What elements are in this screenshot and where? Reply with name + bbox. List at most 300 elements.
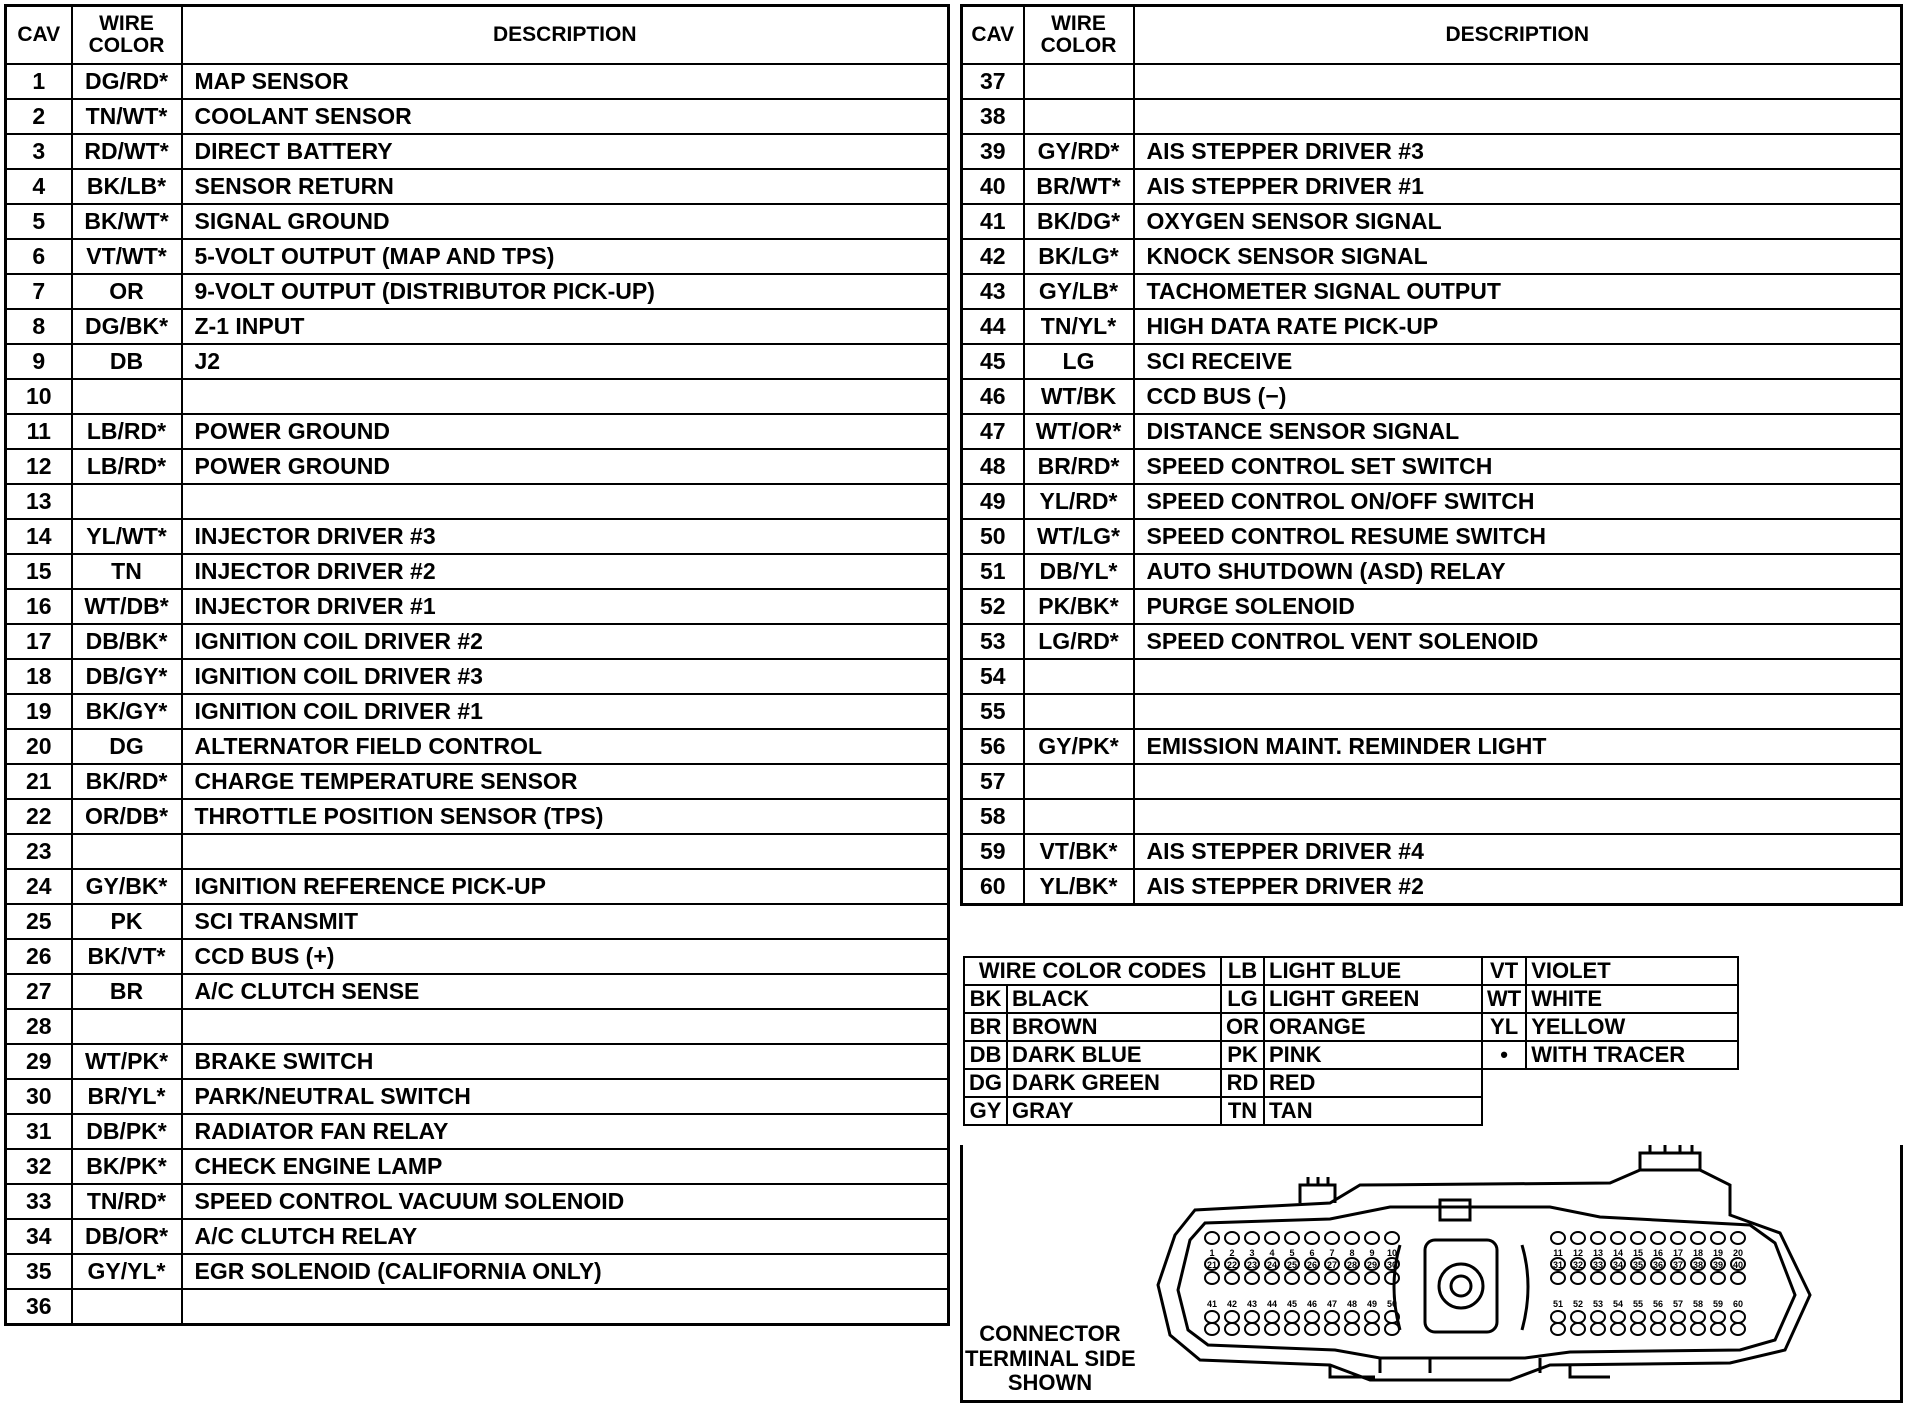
table-row [6,1289,949,1325]
description-cell: SPEED CONTROL VACUUM SOLENOID [182,1184,949,1219]
legend-code: DB [964,1041,1007,1069]
cav-cell: 8 [6,309,72,344]
wire-color-cell: DB/YL* [1024,554,1134,589]
pin-number-label: 16 [1652,1248,1664,1258]
cav-cell: 43 [962,274,1024,309]
description-cell: AUTO SHUTDOWN (ASD) RELAY [1134,554,1902,589]
wire-color-cell: VT/BK* [1024,834,1134,869]
wire-color-cell: DB/OR* [72,1219,182,1254]
connector-pin-shadow [1285,1323,1299,1335]
table-row [962,624,1902,659]
description-cell: SCI TRANSMIT [182,904,949,939]
connector-pin [1305,1232,1319,1244]
description-cell: POWER GROUND [182,414,949,449]
pin-number-label: 58 [1692,1299,1704,1309]
connector-pin-shadow [1691,1323,1705,1335]
pin-number-label: 53 [1592,1299,1604,1309]
description-cell [182,484,949,519]
cav-cell: 6 [6,239,72,274]
connector-pin-shadow [1265,1323,1279,1335]
cav-cell: 52 [962,589,1024,624]
table-row [6,134,949,169]
connector-pin-shadow [1591,1323,1605,1335]
pin-number-label: 10 [1386,1248,1398,1258]
wire-color-cell: DG/BK* [72,309,182,344]
description-cell: CCD BUS (+) [182,939,949,974]
legend-code: OR [1221,1013,1264,1041]
connector-pin [1245,1272,1259,1284]
connector-pin [1325,1272,1339,1284]
connector-pin-shadow [1365,1323,1379,1335]
pin-number-label: 22 [1226,1260,1238,1270]
pin-number-label: 42 [1226,1299,1238,1309]
connector-pin [1711,1272,1725,1284]
connector-pin [1205,1311,1219,1323]
table-row [962,239,1902,274]
connector-pin [1385,1272,1399,1284]
wire-color-cell: LG [1024,344,1134,379]
connector-pin [1671,1311,1685,1323]
wire-color-cell: DG/RD* [72,64,182,99]
table-row [962,799,1902,834]
connector-pin [1205,1272,1219,1284]
table-row [962,589,1902,624]
description-cell: SPEED CONTROL SET SWITCH [1134,449,1902,484]
connector-pin [1711,1232,1725,1244]
legend-row [964,985,1738,1013]
description-cell: SPEED CONTROL RESUME SWITCH [1134,519,1902,554]
pin-number-label: 47 [1326,1299,1338,1309]
description-cell: THROTTLE POSITION SENSOR (TPS) [182,799,949,834]
description-cell: DISTANCE SENSOR SIGNAL [1134,414,1902,449]
pin-number-label: 33 [1592,1260,1604,1270]
wire-color-cell [1024,659,1134,694]
cav-cell: 16 [6,589,72,624]
cav-cell: 44 [962,309,1024,344]
wire-color-cell [72,379,182,414]
wire-color-cell: DB/PK* [72,1114,182,1149]
connector-pin [1591,1232,1605,1244]
cav-cell: 13 [6,484,72,519]
cav-cell: 57 [962,764,1024,799]
description-cell: AIS STEPPER DRIVER #1 [1134,169,1902,204]
table-row [6,974,949,1009]
table-row [6,484,949,519]
cav-cell: 26 [6,939,72,974]
legend-color-name: GRAY [1007,1097,1221,1125]
description-cell: IGNITION REFERENCE PICK-UP [182,869,949,904]
connector-pin [1345,1232,1359,1244]
wire-color-cell: BK/VT* [72,939,182,974]
cav-cell: 12 [6,449,72,484]
legend-color-name: BROWN [1007,1013,1221,1041]
table-row [6,1219,949,1254]
wire-color-cell: OR [72,274,182,309]
cav-cell: 30 [6,1079,72,1114]
table-row [962,484,1902,519]
description-cell: IGNITION COIL DRIVER #1 [182,694,949,729]
pin-number-label: 21 [1206,1260,1218,1270]
description-cell: IGNITION COIL DRIVER #2 [182,624,949,659]
pin-number-label: 27 [1326,1260,1338,1270]
description-cell [1134,64,1902,99]
connector-pin-shadow [1325,1323,1339,1335]
cav-cell: 4 [6,169,72,204]
legend-row [964,1013,1738,1041]
description-cell: AIS STEPPER DRIVER #4 [1134,834,1902,869]
table-row [6,1254,949,1289]
connector-pin [1245,1311,1259,1323]
pin-number-label: 15 [1632,1248,1644,1258]
pin-number-label: 41 [1206,1299,1218,1309]
connector-pin-shadow [1385,1323,1399,1335]
connector-pin [1265,1311,1279,1323]
description-cell [1134,764,1902,799]
cav-cell: 11 [6,414,72,449]
connector-pin [1611,1232,1625,1244]
wire-color-cell: LB/RD* [72,414,182,449]
wire-color-cell: GY/YL* [72,1254,182,1289]
wire-color-cell [72,1289,182,1325]
cav-cell: 29 [6,1044,72,1079]
pin-number-label: 39 [1712,1260,1724,1270]
legend-code: TN [1221,1097,1264,1125]
connector-key-tab [1440,1200,1470,1220]
pin-number-label: 31 [1552,1260,1564,1270]
cav-cell: 53 [962,624,1024,659]
table-row [962,134,1902,169]
pin-number-label: 26 [1306,1260,1318,1270]
connector-pin [1731,1272,1745,1284]
table-row [6,939,949,974]
wire-color-cell: DB/BK* [72,624,182,659]
cav-cell: 28 [6,1009,72,1044]
pin-number-label: 25 [1286,1260,1298,1270]
cav-cell: 5 [6,204,72,239]
wire-color-cell [72,1009,182,1044]
table-row [962,764,1902,799]
description-cell: PURGE SOLENOID [1134,589,1902,624]
pin-number-label: 48 [1346,1299,1358,1309]
legend-empty [1526,1069,1738,1097]
wire-color-cell: GY/BK* [72,869,182,904]
connector-pin-shadow [1225,1323,1239,1335]
connector-pin [1225,1311,1239,1323]
pin-number-label: 46 [1306,1299,1318,1309]
table-row [6,1044,949,1079]
legend-color-name: PINK [1264,1041,1482,1069]
cav-cell: 3 [6,134,72,169]
pin-number-label: 34 [1612,1260,1624,1270]
description-cell: MAP SENSOR [182,64,949,99]
description-cell: SPEED CONTROL VENT SOLENOID [1134,624,1902,659]
pin-number-label: 45 [1286,1299,1298,1309]
pin-number-label: 3 [1249,1248,1255,1258]
legend-color-name: YELLOW [1526,1013,1738,1041]
table-row [6,1149,949,1184]
wire-color-cell: DB [72,344,182,379]
pin-number-label: 8 [1349,1248,1355,1258]
wire-color-cell: BK/LB* [72,169,182,204]
description-cell: J2 [182,344,949,379]
cav-cell: 51 [962,554,1024,589]
connector-pin [1591,1311,1605,1323]
cav-cell: 50 [962,519,1024,554]
cav-cell: 42 [962,239,1024,274]
pin-number-label: 57 [1672,1299,1684,1309]
cav-cell: 24 [6,869,72,904]
cav-cell: 31 [6,1114,72,1149]
table-row [6,1079,949,1114]
table-row [6,449,949,484]
pin-number-label: 37 [1672,1260,1684,1270]
description-cell: Z-1 INPUT [182,309,949,344]
legend-code: BR [964,1013,1007,1041]
description-cell: INJECTOR DRIVER #2 [182,554,949,589]
pinout-table-left [4,4,950,1326]
pin-number-label: 6 [1309,1248,1315,1258]
cav-cell: 35 [6,1254,72,1289]
header-cav: CAV [962,6,1024,65]
legend-code: LG [1221,985,1264,1013]
connector-pin [1365,1232,1379,1244]
table-row [6,799,949,834]
wire-color-cell: BK/PK* [72,1149,182,1184]
connector-top-latch [1640,1153,1700,1170]
pin-number-label: 40 [1732,1260,1744,1270]
cav-cell: 58 [962,799,1024,834]
wire-color-cell: TN [72,554,182,589]
description-cell: DIRECT BATTERY [182,134,949,169]
pin-number-label: 12 [1572,1248,1584,1258]
table-row [962,659,1902,694]
pin-number-label: 20 [1732,1248,1744,1258]
cav-cell: 17 [6,624,72,659]
cav-cell: 36 [6,1289,72,1325]
table-row [6,309,949,344]
table-row [962,379,1902,414]
description-cell: POWER GROUND [182,449,949,484]
description-cell: EMISSION MAINT. REMINDER LIGHT [1134,729,1902,764]
pin-number-label: 7 [1329,1248,1335,1258]
wire-color-cell: WT/PK* [72,1044,182,1079]
pin-number-label: 19 [1712,1248,1724,1258]
pin-number-label: 28 [1346,1260,1358,1270]
table-row [6,589,949,624]
connector-pin [1571,1232,1585,1244]
description-cell: SIGNAL GROUND [182,204,949,239]
description-cell [1134,694,1902,729]
cav-cell: 1 [6,64,72,99]
wire-color-cell: OR/DB* [72,799,182,834]
pin-number-label: 17 [1672,1248,1684,1258]
table-row [962,204,1902,239]
legend-row [964,1041,1738,1069]
wire-color-cell: BK/GY* [72,694,182,729]
legend-color-name: TAN [1264,1097,1482,1125]
table-row [962,449,1902,484]
connector-pin [1611,1272,1625,1284]
pin-number-label: 14 [1612,1248,1624,1258]
table-row [6,414,949,449]
connector-pin-shadow [1611,1323,1625,1335]
connector-pin [1691,1232,1705,1244]
legend-color-name: WHITE [1526,985,1738,1013]
description-cell: RADIATOR FAN RELAY [182,1114,949,1149]
legend-color-name: ORANGE [1264,1013,1482,1041]
connector-pin [1345,1311,1359,1323]
wire-color-cell: BK/LG* [1024,239,1134,274]
table-row [6,379,949,414]
table-row [962,99,1902,134]
cav-cell: 38 [962,99,1024,134]
pin-number-label: 4 [1269,1248,1275,1258]
wire-color-cell: LB/RD* [72,449,182,484]
wire-color-cell: YL/WT* [72,519,182,554]
connector-pin [1325,1311,1339,1323]
description-cell [182,1009,949,1044]
cav-cell: 37 [962,64,1024,99]
connector-pin [1345,1272,1359,1284]
table-row [6,764,949,799]
cav-cell: 47 [962,414,1024,449]
description-cell: COOLANT SENSOR [182,99,949,134]
wire-color-cell [1024,99,1134,134]
description-cell: A/C CLUTCH RELAY [182,1219,949,1254]
table-row [6,274,949,309]
pin-number-label: 23 [1246,1260,1258,1270]
pin-number-label: 54 [1612,1299,1624,1309]
wire-color-cell: WT/LG* [1024,519,1134,554]
cav-cell: 48 [962,449,1024,484]
connector-caption: CONNECTOR TERMINAL SIDE SHOWN [965,1321,1136,1396]
connector-pin [1651,1311,1665,1323]
table-row [6,519,949,554]
table-row [6,694,949,729]
header-description: DESCRIPTION [182,6,949,65]
connector-pin [1691,1311,1705,1323]
cav-cell: 33 [6,1184,72,1219]
wire-color-cell: BR/WT* [1024,169,1134,204]
pin-number-label: 18 [1692,1248,1704,1258]
connector-pin [1591,1272,1605,1284]
table-row [6,239,949,274]
legend-code: VT [1482,957,1526,985]
wire-color-cell [72,484,182,519]
legend-color-name: BLACK [1007,985,1221,1013]
table-row [6,169,949,204]
table-row [6,344,949,379]
description-cell [1134,799,1902,834]
connector-pin [1711,1311,1725,1323]
table-row [6,869,949,904]
description-cell [182,379,949,414]
table-row [962,694,1902,729]
description-cell [1134,659,1902,694]
connector-pin [1671,1272,1685,1284]
wire-color-cell: YL/BK* [1024,869,1134,905]
cav-cell: 2 [6,99,72,134]
pin-number-label: 9 [1369,1248,1375,1258]
connector-pin [1225,1232,1239,1244]
connector-pin-shadow [1551,1323,1565,1335]
pin-number-label: 52 [1572,1299,1584,1309]
description-cell: ALTERNATOR FIELD CONTROL [182,729,949,764]
description-cell [182,1289,949,1325]
cav-cell: 40 [962,169,1024,204]
cav-cell: 25 [6,904,72,939]
connector-pin [1205,1232,1219,1244]
wire-color-cell: WT/DB* [72,589,182,624]
legend-color-name: VIOLET [1526,957,1738,985]
legend-color-name: LIGHT GREEN [1264,985,1482,1013]
legend-code: PK [1221,1041,1264,1069]
wire-color-cell: GY/LB* [1024,274,1134,309]
cav-cell: 39 [962,134,1024,169]
table-row [6,1114,949,1149]
connector-pin [1571,1311,1585,1323]
cav-cell: 27 [6,974,72,1009]
connector-pin [1365,1311,1379,1323]
description-cell: SCI RECEIVE [1134,344,1902,379]
wire-color-cell: DG [72,729,182,764]
legend-code: • [1482,1041,1526,1069]
wire-color-cell [1024,764,1134,799]
cav-cell: 54 [962,659,1024,694]
pin-number-label: 59 [1712,1299,1724,1309]
description-cell [182,834,949,869]
cav-cell: 41 [962,204,1024,239]
cav-cell: 46 [962,379,1024,414]
connector-pin-shadow [1631,1323,1645,1335]
cav-cell: 15 [6,554,72,589]
pin-number-label: 30 [1386,1260,1398,1270]
table-header-row [962,6,1902,65]
connector-pin [1631,1272,1645,1284]
pin-number-label: 38 [1692,1260,1704,1270]
legend-color-name: DARK BLUE [1007,1041,1221,1069]
cav-cell: 19 [6,694,72,729]
wire-color-cell: LG/RD* [1024,624,1134,659]
description-cell: EGR SOLENOID (CALIFORNIA ONLY) [182,1254,949,1289]
wire-color-cell: BR/RD* [1024,449,1134,484]
description-cell: CCD BUS (−) [1134,379,1902,414]
table-row [6,659,949,694]
cav-cell: 9 [6,344,72,379]
connector-pin [1551,1311,1565,1323]
pin-number-label: 44 [1266,1299,1278,1309]
description-cell: IGNITION COIL DRIVER #3 [182,659,949,694]
connector-pin-shadow [1571,1323,1585,1335]
description-cell: CHARGE TEMPERATURE SENSOR [182,764,949,799]
connector-pin [1691,1272,1705,1284]
cav-cell: 21 [6,764,72,799]
legend-code: YL [1482,1013,1526,1041]
cav-cell: 20 [6,729,72,764]
table-row [6,99,949,134]
wire-color-codes-legend [963,956,1739,1126]
description-cell: INJECTOR DRIVER #3 [182,519,949,554]
description-cell: SPEED CONTROL ON/OFF SWITCH [1134,484,1902,519]
wire-color-cell: GY/PK* [1024,729,1134,764]
description-cell: SENSOR RETURN [182,169,949,204]
wire-color-cell: GY/RD* [1024,134,1134,169]
wire-color-cell: YL/RD* [1024,484,1134,519]
table-row [962,414,1902,449]
table-row [6,1184,949,1219]
pinout-table-right [960,4,1903,906]
table-row [6,729,949,764]
